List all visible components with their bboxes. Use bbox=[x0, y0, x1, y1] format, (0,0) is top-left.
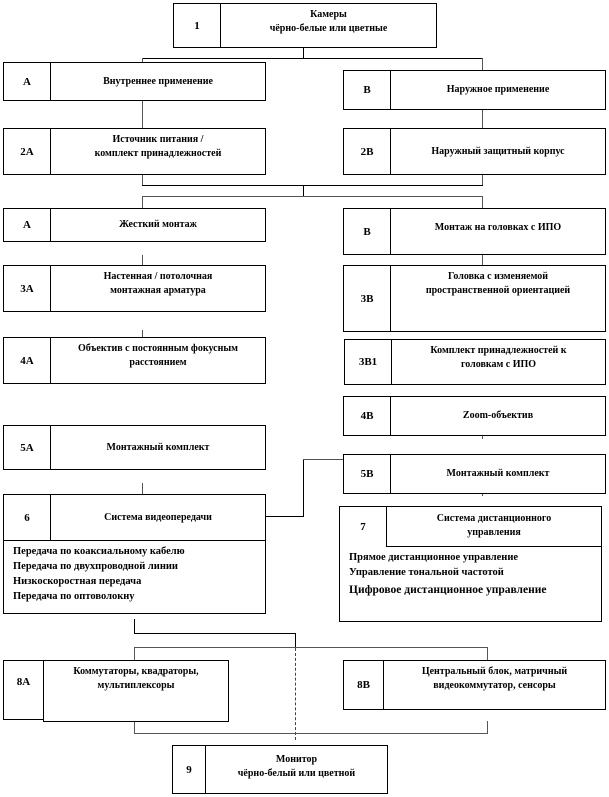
list-item: Прямое дистанционное управление bbox=[349, 552, 519, 563]
block-number: A bbox=[4, 209, 51, 241]
block-number: B bbox=[344, 71, 391, 109]
block-number: 5B bbox=[344, 455, 391, 493]
block-7-remote-control bbox=[339, 506, 602, 546]
block-title: Настенная / потолочная монтажная арматура bbox=[103, 271, 213, 296]
list-item: Низкоскоростная передача bbox=[13, 576, 142, 587]
connector bbox=[142, 100, 143, 128]
block-4a-fixed-focal-lens bbox=[3, 337, 266, 384]
block-7-options-list bbox=[339, 545, 602, 622]
block-title: Комплект принадлежностей к головкам с ИПО bbox=[430, 345, 567, 370]
connector bbox=[142, 58, 483, 59]
block-title: Система дистанционного управления bbox=[436, 513, 552, 538]
connector bbox=[142, 185, 483, 186]
block-b-outdoor bbox=[343, 70, 606, 110]
block-5a-mounting-kit bbox=[3, 425, 266, 470]
block-number: 9 bbox=[173, 746, 206, 793]
block-number: 4B bbox=[344, 397, 391, 435]
block-number: 8A bbox=[16, 676, 31, 688]
block-title: Монтажный комплект bbox=[106, 441, 210, 453]
block-title: Внутреннее применение bbox=[103, 75, 213, 87]
connector bbox=[482, 58, 483, 70]
connector bbox=[134, 733, 488, 734]
block-number: 1 bbox=[174, 4, 221, 47]
block-title: Объектив с постоянным фокусным расстоянием bbox=[78, 343, 238, 368]
connector bbox=[487, 647, 488, 661]
block-8b-central-unit bbox=[343, 660, 606, 710]
list-item: Передача по оптоволокну bbox=[13, 591, 135, 602]
connector bbox=[303, 459, 304, 517]
list-item: Передача по коаксиальному кабелю bbox=[13, 546, 185, 557]
block-title: Zoom-объектив bbox=[462, 410, 534, 421]
block-number: B bbox=[344, 209, 391, 254]
block-title: Жесткий монтаж bbox=[119, 219, 197, 230]
connector bbox=[295, 633, 296, 648]
block-number: 8B bbox=[344, 661, 384, 709]
block-2a-power-supply bbox=[3, 128, 266, 175]
block-7-title-cell bbox=[386, 506, 602, 547]
block-6-video-transmission bbox=[3, 494, 266, 541]
connector bbox=[134, 647, 488, 648]
block-9-monitor bbox=[172, 745, 388, 794]
block-title: Система видеопередачи bbox=[104, 511, 212, 523]
connector bbox=[487, 721, 488, 733]
connector bbox=[482, 110, 483, 128]
block-6-options-list bbox=[3, 540, 266, 614]
block-2b-outdoor-housing bbox=[343, 128, 606, 175]
block-b-ptz-mount bbox=[343, 208, 606, 255]
block-4b-zoom-lens bbox=[343, 396, 606, 436]
block-8a-title-cell bbox=[43, 660, 229, 722]
block-a-fixed-mount bbox=[3, 208, 266, 242]
block-number: 5A bbox=[4, 426, 51, 469]
list-item: Цифровое дистанционное управление bbox=[349, 584, 547, 596]
connector bbox=[134, 721, 135, 733]
block-3b-pan-tilt-head bbox=[343, 265, 606, 332]
block-title: Наружное применение bbox=[446, 84, 550, 95]
block-number: 3B bbox=[344, 266, 391, 331]
block-title: Монтажный комплект bbox=[446, 468, 550, 479]
connector bbox=[266, 516, 304, 517]
block-number: 3A bbox=[4, 266, 51, 311]
dashed-connector bbox=[295, 648, 296, 740]
block-title: Центральный блок, матричный видеокоммутатор, сенсоры bbox=[421, 666, 568, 691]
block-number: 4A bbox=[4, 338, 51, 383]
block-number: A bbox=[4, 63, 51, 100]
connector bbox=[134, 647, 135, 661]
block-title: Монтаж на головках с ИПО bbox=[434, 222, 562, 233]
list-item: Управление тональной частотой bbox=[349, 567, 504, 578]
block-title: Камеры чёрно-белые или цветные bbox=[269, 9, 388, 34]
block-number: 3B1 bbox=[345, 340, 392, 384]
list-item: Передача по двухпроводной линии bbox=[13, 561, 178, 572]
connector bbox=[303, 459, 343, 460]
block-title: Источник питания / комплект принадлежностей bbox=[94, 134, 222, 159]
block-1-cameras bbox=[173, 3, 437, 48]
block-title: Головка с изменяемой пространственной ориентацией bbox=[425, 271, 571, 296]
block-number: 6 bbox=[4, 495, 51, 540]
block-a-indoor bbox=[3, 62, 266, 101]
block-3a-wall-ceiling-mount bbox=[3, 265, 266, 312]
block-3b1-ptz-accessories bbox=[344, 339, 606, 385]
block-title: Наружный защитный корпус bbox=[431, 145, 565, 157]
connector bbox=[142, 196, 483, 197]
block-number: 2B bbox=[344, 129, 391, 174]
block-number: 7 bbox=[360, 520, 366, 533]
block-title: Коммутаторы, квадраторы, мультиплексоры bbox=[73, 666, 199, 691]
block-number: 2A bbox=[4, 129, 51, 174]
block-title: Монитор чёрно-белый или цветной bbox=[237, 754, 356, 779]
block-5b-mounting-kit bbox=[343, 454, 606, 494]
connector bbox=[134, 619, 135, 633]
connector bbox=[134, 633, 296, 634]
